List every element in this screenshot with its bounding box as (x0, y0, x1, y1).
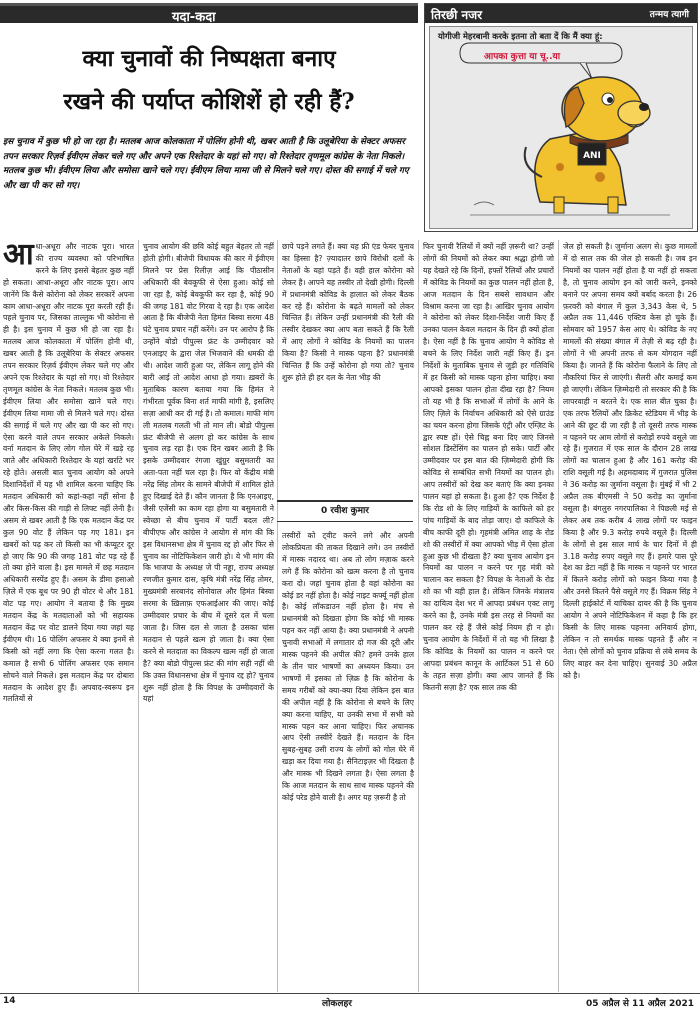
cartoon-header (425, 4, 697, 23)
column-4-text: फिर चुनावी रैलियों में क्यों नहीं ज़रूरी था? उन्हीं लोगों की नियमों को लेकर क्या श्रद्धा होगी जो यह देखते रहे कि दिनों, हफ्तों रैलियों और प्रचारों में कोविड के नियमों का कुछ पालन नहीं होता है, आज मतदान के दिन सबसे सावधान और विश्राम करना जा रहा है। आखिर चुनाव आयोग ने कोरोना को लेकर दिशा-निर्देश जारी किए हैं उनका पालन केवल मतदान के दिन ही क्यों होता है। ऐसा नहीं है कि चुनाव आयोग ने कोविड से बचने के लिए निर्देश जारी नहीं किए हैं। इन निर्देशों के मुताबिक चुनाव से जुड़ी हर गतिविधि में हर किसी को मास्क पहना होना चाहिए। क्या आपको इसका पालन होता दीख रहा है? नियम तो यह भी है कि सभाओं में लोगों के आने के लिए ज़िले के निर्वाचन अधिकारी को ऐसे ग्राउंड का चयन करना होगा जिसके एंट्री और एग्ज़िट के द्वार स्पष्ट हों। ऐसे चिह्न बना दिए जाएं जिनसे सोशल डिस्टेंसिंग का पालन हो सके। पार्टी और उम्मीदवार पर इस बात की ज़िम्मेदारी होगी कि कोविड से सम्बंधित सभी नियमों का पालन हो। आप तस्वीरों को देख कर बताएं कि क्या इनका पालन यहां हो सकता है। हुआ है? एक निर्देश है कि रोड शो के लिए गाड़ियों के काफिले को हर पांच गाड़ियों के बाद तोड़ा जाए। दो काफिले के बीच काफी दूरी हो। गृहमंत्री अमित शाह के रोड शो की तस्वीरों में क्या आपको भीड़ में ऐसा होता हुआ कुछ भी दीखता है? क्या चुनाव आयोग इन नियमों का पालन न करने पर गृह मंत्री को चालान कर सकता है? विपक्ष के नेताओं के रोड शो का भी यही हाल है। लेकिन जिनके मंत्रालय का दायित्व देश भर में आपदा प्रबंधन एक्ट लागू करने का है, उनके मंत्री इस तरह से नियमों का पालन कर रहे हैं जैसे कोई नियम ही न हो। चुनाव आयोग के निर्देशों में तो यह भी लिखा है कि कोविड के नियमों का पालन न करने पर आपदा प्रबंधन कानून के आर्टिकल 51 से 60 के तहत सज़ा होगी। क्या आप जानते हैं कि कितनी सज़ा है? एक साल तक की (423, 242, 554, 692)
headline-line-2: रखने की पर्याप्त कोशिशें हो रही हैं? (63, 89, 355, 115)
dog-illustration (430, 27, 693, 229)
cartoon-caption-red: आपका कुत्ता या चू..या (484, 52, 561, 62)
section-title: यदा-कदा (172, 10, 216, 25)
column-rule (138, 240, 139, 992)
column-3-bottom-text: तस्वीरों को ट्वीट करने लगे और अपनी लोकप्रियता की ताकत दिखाने लगे। उन तस्वीरों में मास्क नदारद था। अब तो लोग मज़ाक करने लगे हैं कि कोरोना को खत्म करना है तो चुनाव करा दो। जहां चुनाव होता है वहां कोरोना का कोई डर नहीं होता है। कोई नाइट कर्फ्यू नहीं होता है। कोई लॉकडाउन नहीं होता है। मंच से प्रधानमंत्री को दिखता होगा कि कोई भी मास्क पहन कर नहीं आया है। क्या प्रधानमंत्री ने अपनी चुनावी सभाओं में लगातार दो गज की दूरी और मास्क पहनने की अपील की? हमने उनके हाल के तीन चार भाषणों का अध्ययन किया। उन भाषणों में इसका तो ज़िक्र है कि कोरोना के समय गरीबों को क्या-क्या दिया लेकिन इस बात की अपील नहीं है कि कोरोना से बचने के लिए क्या करना चाहिए, या उनकी सभा में सभी को मास्क पहन कर आना चाहिए। फिर अचानक आप ऐसी तस्वीरें देखते हैं। मतदान के दिन सुबह-सुबह उसी राज्य के लोगों को गोल घेरे में खड़ा कर दिया गया है। सैनिटाइज़र भी दिखता है और मास्क भी दिखने लगता है। ऐसा लगता है कि आज मतदान के साथ साथ मास्क पहनने की कोई परेड होने वाली है। अगर यह ज़रूरी है तो (282, 531, 414, 802)
column-1-text: धा-अधूरा और नाटक पूरा। भारत की राज्य व्यवस्था को परिभाषित करने के लिए इससे बेहतर कुछ नहीं हो सकता। आधा-अधूरा और नाटक पूरा। आप जानेंगे कि कैसे कोरोना को लेकर सरकारें अपना काम आधा-अधूरा और नाटक पूरा करती रही हैं। पहले चुनाव पर, जिसका ताल्लुक भी कोरोना से ही है। इस चुनाव में कुछ भी हो जा रहा है। मतलब आज कोलकाता में पोलिंग होनी थी, खबर आती है कि उलूबेरिया के सेक्टर अफसर तपन सरकार रिज़र्व ईवीएम लेकर चले गए और अपने एक रिश्तेदार के यहां सो गए। वो रिश्तेदार तृणमूल कांग्रेस के नेता निकले। मतलब कुछ भी। ईवीएम लिया और समोसा खाने चले गए। ईवीएम लिया मामा जी से मिलने चले गए। दोस्त की सगाई में चले गए और खा पी कर सो गए। ऐसा करने वाले तपन सरकार अकेले निकले। वर्ना मतदान के लिए लोग गोल घेरे में खड़े रह जाते और अधिकारी रिश्तेदार के यहां खर्राटे भर रहे होते। असली बात चुनाव आयोग को अपने दिशानिर्देशों में यह भी शामिल करना चाहिए कि मतदान अधिकारी को कहां-कहां नहीं सोना है और किस-किस की गाड़ी से लिफ्ट नहीं लेनी है। असम से खबर आती है कि एक मतदान केंद्र पर कुल 90 वोट हैं लेकिन पड़ गए 181। इन खबरों को पढ़ कर तो किसी का भी कंप्यूटर दूर हो जाए कि 90 की जगह 181 वोट पड़ रहे हैं तो क्या होने वाला है। इस मामले में छह मतदान अधिकारी सस्पेंड हुए हैं। असम के डीमा हसाओ ज़िले में एक बूथ पर 90 ही वोटर थे और 181 वोट पड़ गए। आयोग ने बताया है कि मुख्य मतदान केंद्र के मतदाताओं को भी सहायक मतदान केंद्र पर वोट डालने दिया गया जहां यह ईवीएम थी। 16 पोलिंग अफसर ये क्या इनमें से किसी को नहीं लगा कि ऐसा करना गलत है। कमाल है सभी 6 पोलिंग अफसर एक समान सोचने वाले निकले। इस मतदान केंद्र पर दोबारा मतदान के आदेश हुए हैं। अपवाद-स्वरूप इन गलतियों से (3, 242, 134, 704)
page-number: 14 (3, 996, 16, 1006)
column-2-text: चुनाव आयोग की छवि कोई बहुत बेहतर तो नहीं होती होगी। बीजेपी विधायक की कार में ईवीएम मिलने पर प्रेस रिलीज़ आई कि पीठासीन अधिकारी की बेवकूफी से ऐसा हुआ। कोई सो जा रहा है, कोई बेवकूफी कर रहा है, कोई 90 की जगह 181 वोट गिरवा दे रहा है। एक आदेश आता है कि बीजेपी नेता हिमंत बिस्वा सरमा 48 घंटे चुनाव प्रचार नहीं करेंगे। उन पर आरोप है कि उन्होंने बोडो पीपुल्स फ्रंट के उम्मीदवार को एनआइए के द्वारा जेल भिजवाने की धमकी दी थी। आदेश जारी हुआ पर, लेकिन लागू होने की बारी आई तो आदेश आधा हो गया। ख़बरों के मुताबिक कारण बताया गया कि हिमंत ने गंभीरता पूर्वक बिना शर्त माफी मांगी है, इसलिए सज़ा आधी कर दी गई है। तो कमाल। माफी मांग ली मतलब गलती भी तो मान ली। बोडो पीपुल्स फ्रंट बीजेपी से अलग हो कर कांग्रेस के साथ चुनाव लड़ रहा है। एक दिन खबर आती है कि इसके उम्मीदवार रंगजा खुंग्रुर बसुमतारी का अता-पता नहीं चल रहा है। फिर वो केंद्रीय मंत्री नरेंद्र सिंह तोमर के सामने बीजेपी में शामिल होते हुए दिखाई देते हैं। कौन जानता है कि एनआइए, जैसी एजेंसी का काम रहा होगा या बसुमतारी ने स्वेच्छा से बीच चुनाव में पार्टी बदल ली? बीपीएफ और कांग्रेस ने आयोग से मांग की कि इस विधानसभा क्षेत्र में चुनाव रद्द हो और फिर से चुनाव का नोटिफिकेशन जारी हो। ये भी मांग की कि भाजपा के अध्यक्ष जे पी नड्डा, राज्य अध्यक्ष रणजीत कुमार दास, कृषि मंत्री नरेंद्र सिंह तोमर, मुख्यमंत्री सरबानंद सोनोवाल और हिमंत बिस्वा सरमा के ख़िलाफ़ एफआईआर की जाए। कोई उम्मीदवार प्रचार के बीच में दूसरे दल में चला जाता है। जिस दल से जाता है उसका चांस मतदान से पहले खत्म हो जाता है। क्या ऐसा करने से मतदाता का विकल्प खत्म नहीं हो जाता है? क्या बोडो पीपुल्स फ्रंट की मांग सही नहीं थी कि उक्त विधानसभा क्षेत्र में चुनाव रद्द हो? चुनाव शुरू नहीं होता है कि विपक्ष के उम्मीदवारों के यहां (143, 242, 274, 704)
column-rule (558, 240, 559, 992)
cartoon-panel (424, 3, 698, 232)
article-column-3-bottom (282, 530, 414, 991)
headline (0, 38, 418, 124)
byline: 0 रवीश कुमार (277, 500, 413, 522)
column-5-text: जेल हो सकती है। जुर्माना अलग से। कुछ मामलों में दो साल तक की जेल हो सकती है। जब इन नियमों का पालन नहीं होता है या नहीं हो सकता है, तो चुनाव आयोग इन को जारी करने, इनको बनाने पर अपना समय क्यों बर्बाद करता है। 26 फ़रवरी को बंगाल में कुल 3,343 केस थे, 5 अप्रैल तक 11,446 एक्टिव केस हो चुके हैं। सोमवार को 1957 केस आए थे। कोविड के नए मामलों की संख्या बंगाल में तेज़ी से बढ़ रही है। लोगों ने भी अपनी तरफ से कम योगदान नहीं किया है। जानते हैं कि कोरोना फैलाने के लिए तो नौकरियां फिर से जाएंगी। सैलरी और कमाई कम हो जाएगी। लेकिन ज़िम्मेदारी तो सरकार की है कि लापरवाही न बरतने दे। एक साल बीत चुका है। एक तरफ रैलियों और क्रिकेट स्टेडियम में भीड़ के आने की छूट दी जा रही है तो दूसरी तरफ मास्क न पहनने पर आम लोगों से करोड़ों रुपये वसूले जा रहे हैं। गुजरात में एक साल के दौरान 28 लाख लोगों का चालान हुआ है और 161 करोड़ की राशि वसूली गई है। अहमदाबाद में गुजरात पुलिस ने 36 करोड़ का जुर्माना वसूला है। मुंबई में भी 2 अप्रैल तक बीएमसी ने 50 करोड़ का जुर्माना वसूला है। बंगलुरु नगरपालिका ने पिछली मई से लेकर अब तक करीब 4 लाख लोगों पर फाइन किया है और 9.3 करोड़ रुपये वसूले हैं। दिल्ली के लोगों से इस साल मार्च के चार दिनों में ही 3.18 करोड़ रुपए वसूले गए हैं। हमारे पास पूरे देश का डेटा नहीं है कि मास्क न पहनने पर भारत में कितने करोड़ लोगों को फाइन किया गया है और उनसे कितने पैसे वसूले गए हैं। विक्रम सिंह ने दिल्ली हाईकोर्ट में याचिका दायर की है कि चुनाव आयोग ने अपने नोटिफिकेशन में कहा है कि हर किसी के लिए मास्क पहनना अनिवार्य होगा, लेकिन न तो समर्थक मास्क पहनते हैं और न नेता। ऐसे लोगों को चुनाव प्रक्रिया से लंबे समय के लिए बाहर कर देना चाहिए। सुनवाई 30 अप्रैल को है। (563, 242, 697, 680)
footer-rule (0, 993, 700, 994)
cartoon-illustration (429, 26, 693, 229)
article-column-5 (563, 241, 697, 991)
article-column-4 (423, 241, 554, 991)
article-column-3-top (282, 241, 414, 491)
cartoon-caption: योगीजी मेहरबानी करके इतना तो बता दें कि मैं क्या हूं: (438, 31, 603, 41)
section-bar (0, 3, 418, 23)
dog-tag-text: ANI (583, 151, 601, 161)
article-column-1 (3, 241, 134, 991)
headline-line-1: क्या चुनावों की निष्पक्षता बनाए (82, 46, 336, 72)
cartoon-artist: तन्मय त्यागी (649, 10, 689, 20)
cartoon-title: तिरछी नजर (431, 8, 483, 22)
column-rule (418, 240, 419, 992)
article-column-2 (143, 241, 274, 991)
column-3-top-text: छापे पड़ने लगते हैं। क्या यह फ्री एंड फेयर चुनाव का हिस्सा है? ज़्यादातर छापे विरोधी दलों के नेताओं के यहां पड़ते हैं। वही हाल कोरोना को लेकर है। आपने यह तस्वीर तो देखी होगी। दिल्ली में प्रधानमंत्री कोविड के हालात को लेकर बैठक कर रहे हैं। कोरोना के बढ़ते मामलों को लेकर चिन्तित हैं। लेकिन उन्हीं प्रधानमंत्री की रैली की तस्वीर देखकर क्या आप बता सकते हैं कि रैली में आए लोगों ने कोविड के नियमों का पालन किया है? किसी ने मास्क पहना है? प्रधानमंत्री चिन्तित हैं कि उन्हें कोरोना हो गया तो? चुनाव शुरू होते ही हर दल के नेता भीड़ की (282, 242, 414, 382)
issue-date: 05 अप्रैल से 11 अप्रैल 2021 (585, 999, 694, 1009)
publication-name: लोकलहर (322, 999, 352, 1009)
column-rule (277, 240, 278, 992)
intro-paragraph: इस चुनाव में कुछ भी हो जा रहा है। मतलब आज कोलकाता में पोलिंग होनी थी, खबर आती है कि उलूबेरिया के सेक्टर अफसर तपन सरकार रिज़र्व ईवीएम लेकर चले गए और अपने एक रिश्तेदार के यहां सो गए। वो रिश्तेदार तृणमूल कांग्रेस के नेता निकले। मतलब कुछ भी। ईवीएम लिया और समोसा खाने चले गए। ईवीएम लिया मामा जी से मिलने चले गए। दोस्त की सगाई में चले गए और खा पी कर सो गए। (3, 137, 409, 191)
drop-cap: आ (3, 241, 34, 272)
